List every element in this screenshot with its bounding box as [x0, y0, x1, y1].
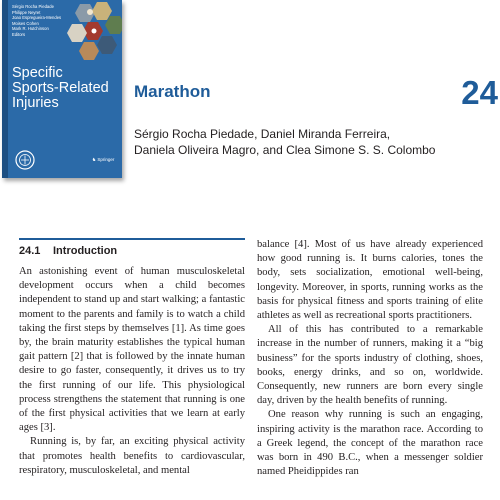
authors-line: Daniela Oliveira Magro, and Clea Simone S. S. Colombo — [134, 143, 436, 157]
body-column-left — [19, 238, 245, 478]
body-paragraph: All of this has contributed to a remarkable increase in the number of runners, making it a “big business” for the sports industry of clothing, shoes, books, energy drinks, and so on, worldwide. Consequently, new runners are born every single day, driven by the health benefits of running. — [257, 324, 483, 407]
cover-authors — [12, 4, 74, 38]
publisher-name: Springer — [97, 157, 115, 162]
society-seal-icon — [15, 150, 35, 170]
section-heading — [19, 244, 245, 258]
book-cover[interactable] — [2, 0, 122, 178]
springer-horse-icon: ♞ — [92, 157, 97, 162]
authors-line: Sérgio Rocha Piedade, Daniel Miranda Ferreira, — [134, 127, 391, 141]
cover-editors-label: Editors — [12, 31, 26, 37]
cover-title-line: Injuries — [12, 95, 59, 111]
body-paragraph: balance [4]. Most of us have already experienced how good running is. It burns calories, tones the body, sets socialization, emotional well-being, longevity. Moreover, in sports, running works as the basis for physical fitness and sports training of elite athletes as well as recreational sports practitioners. — [257, 239, 483, 322]
cover-author: Mark R. Hutchinson — [12, 26, 49, 32]
body-paragraph: Running is, by far, an exciting physical activity that promotes health benefits to cardiovascular, respiratory, musculoskeletal, and mental — [19, 436, 245, 476]
cover-author: Sérgio Rocha Piedade — [12, 4, 54, 9]
cover-title — [12, 66, 120, 111]
chapter-title: Marathon — [134, 82, 211, 101]
section-rule — [19, 238, 245, 240]
section-title: Introduction — [53, 245, 118, 257]
cover-title-line: Specific — [12, 65, 63, 81]
body-column-right — [257, 238, 483, 479]
section-number: 24.1 — [19, 245, 41, 257]
body-paragraph: One reason why running is such an engaging, inspiring activity is the marathon race. According to a Greek legend, the concept of the marathon race was born in 490 B.C., when a messenger soldier named Pheidippides ran — [257, 409, 483, 478]
publisher-logo — [92, 157, 114, 163]
cover-title-line: Sports-Related — [12, 80, 109, 96]
cover-author: Philippe Neyret — [12, 9, 41, 15]
chapter-authors — [134, 126, 464, 158]
chapter-number: 24 — [461, 74, 498, 111]
cover-author: Joao Espregueira-Mendes — [12, 15, 62, 21]
body-paragraph: An astonishing event of human musculoskeletal development occurs when a child becomes independent to stand up and start walking; a fantastic moment to the parents and family is to watch a child taking the first steps by themselves [1]. As time goes by, the brain maturity establishes the typical human gait pattern [2] that is followed by the innate human desire to go faster, consequently, it drives us to try the first running of our life. This physiological process strengthens the statement that running is one of the first physical activities that we learn at early ages [3]. — [19, 266, 245, 434]
cover-author: Moises Cohen — [12, 20, 39, 26]
